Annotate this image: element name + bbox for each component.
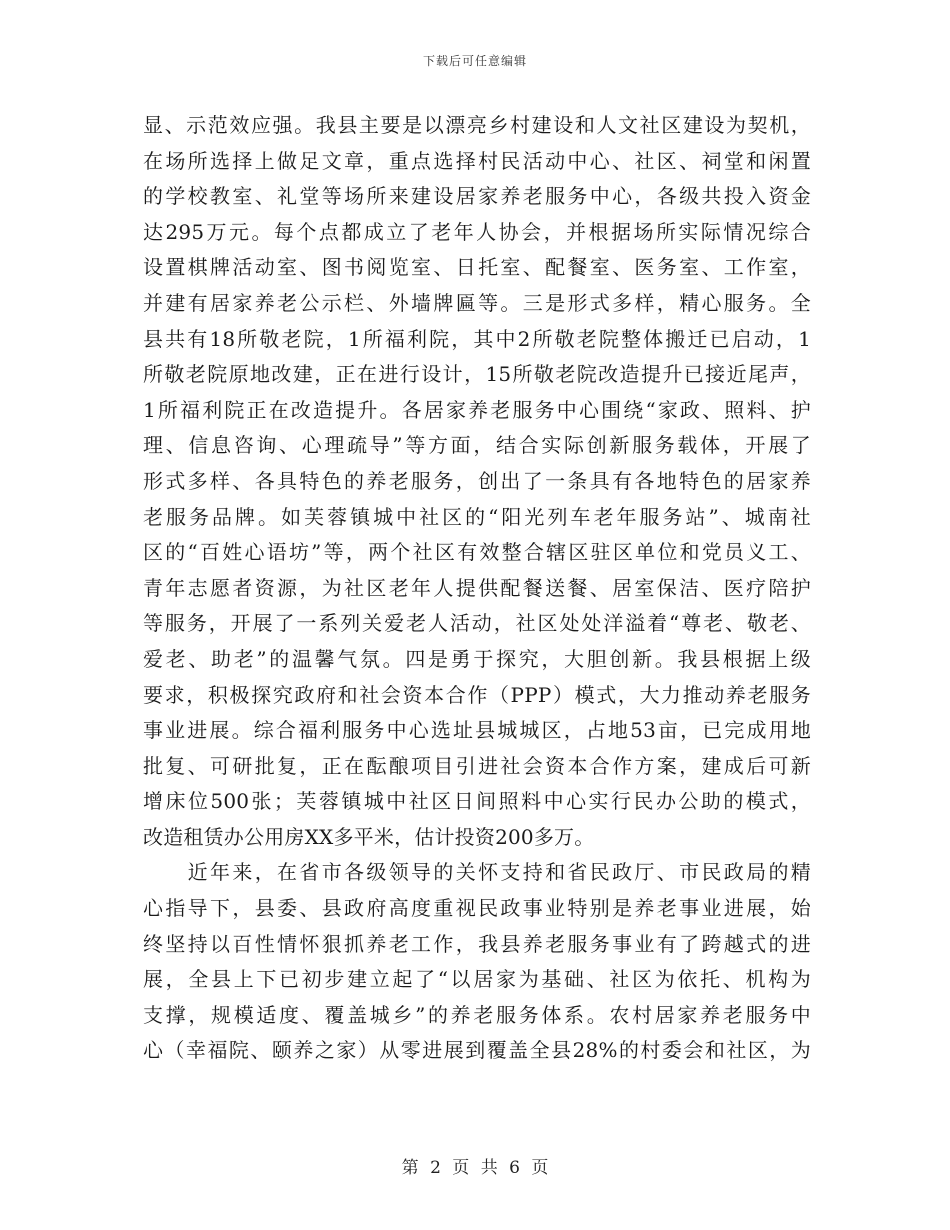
text-line: 青年志愿者资源，为社区老年人提供配餐送餐、居室保洁、医疗陪护 [143,575,811,600]
text-line: 要求，积极探究政府和社会资本合作（PPP）模式，大力推动养老服务 [143,682,811,707]
text-line: 改造租赁办公用房XX多平米，估计投资200多万。 [143,824,595,849]
text-line: 并建有居家养老公示栏、外墙牌匾等。三是形式多样，精心服务。全 [143,290,811,315]
text-line: 老服务品牌。如芙蓉镇城中社区的“阳光列车老年服务站”、城南社 [143,504,811,529]
page-footer [0,1153,950,1178]
text-line: 增床位500张；芙蓉镇城中社区日间照料中心实行民办公助的模式， [143,789,811,814]
text-line: 心（幸福院、颐养之家）从零进展到覆盖全县28%的村委会和社区，为 [143,1038,811,1063]
text-line: 显、示范效应强。我县主要是以漂亮乡村建设和人文社区建设为契机， [143,113,811,137]
page-number: 第 2 页 共 6 页 [401,1158,549,1178]
text-line: 批复、可研批复，正在酝酿项目引进社会资本合作方案，建成后可新 [143,753,811,778]
text-line: 县共有18所敬老院，1所福利院，其中2所敬老院整体搬迁已启动，1 [143,326,811,351]
text-line: 展，全县上下已初步建立起了“以居家为基础、社区为依托、机构为 [143,967,811,992]
page-header [0,52,950,69]
text-line: 在场所选择上做足文章，重点选择村民活动中心、社区、祠堂和闲置 [143,148,811,173]
text-line: 的学校教室、礼堂等场所来建设居家养老服务中心，各级共投入资金 [143,184,811,209]
text-line: 设置棋牌活动室、图书阅览室、日托室、配餐室、医务室、工作室， [143,255,811,280]
text-line: 理、信息咨询、心理疏导”等方面，结合实际创新服务载体，开展了 [143,433,811,458]
text-line: 达295万元。每个点都成立了老年人协会，并根据场所实际情况综合 [143,219,811,244]
text-line: 支撑，规模适度、覆盖城乡”的养老服务体系。农村居家养老服务中 [143,1002,811,1027]
text-line: 区的“百姓心语坊”等，两个社区有效整合辖区驻区单位和党员义工、 [143,540,811,565]
header-text: 下载后可任意编辑 [422,54,527,68]
document-body [143,108,811,1069]
paragraph-2 [143,855,811,1069]
text-line: 爱老、助老”的温馨气氛。四是勇于探究，大胆创新。我县根据上级 [143,646,811,671]
text-line: 事业进展。综合福利服务中心选址县城城区，占地53亩，已完成用地 [143,718,811,743]
text-line: 1所福利院正在改造提升。各居家养老服务中心围绕“家政、照料、护 [143,397,811,422]
text-line: 终坚持以百性情怀狠抓养老工作，我县养老服务事业有了跨越式的进 [143,931,811,956]
text-line: 等服务，开展了一系列关爱老人活动，社区处处洋溢着“尊老、敬老、 [143,611,811,636]
paragraph-1 [143,108,811,855]
text-line: 形式多样、各具特色的养老服务，创出了一条具有各地特色的居家养 [143,468,811,493]
text-line: 近年来，在省市各级领导的关怀支持和省民政厅、市民政局的精 [143,860,811,885]
text-line: 心指导下，县委、县政府高度重视民政事业特别是养老事业进展，始 [143,896,811,921]
text-line: 所敬老院原地改建，正在进行设计，15所敬老院改造提升已接近尾声， [143,362,811,387]
